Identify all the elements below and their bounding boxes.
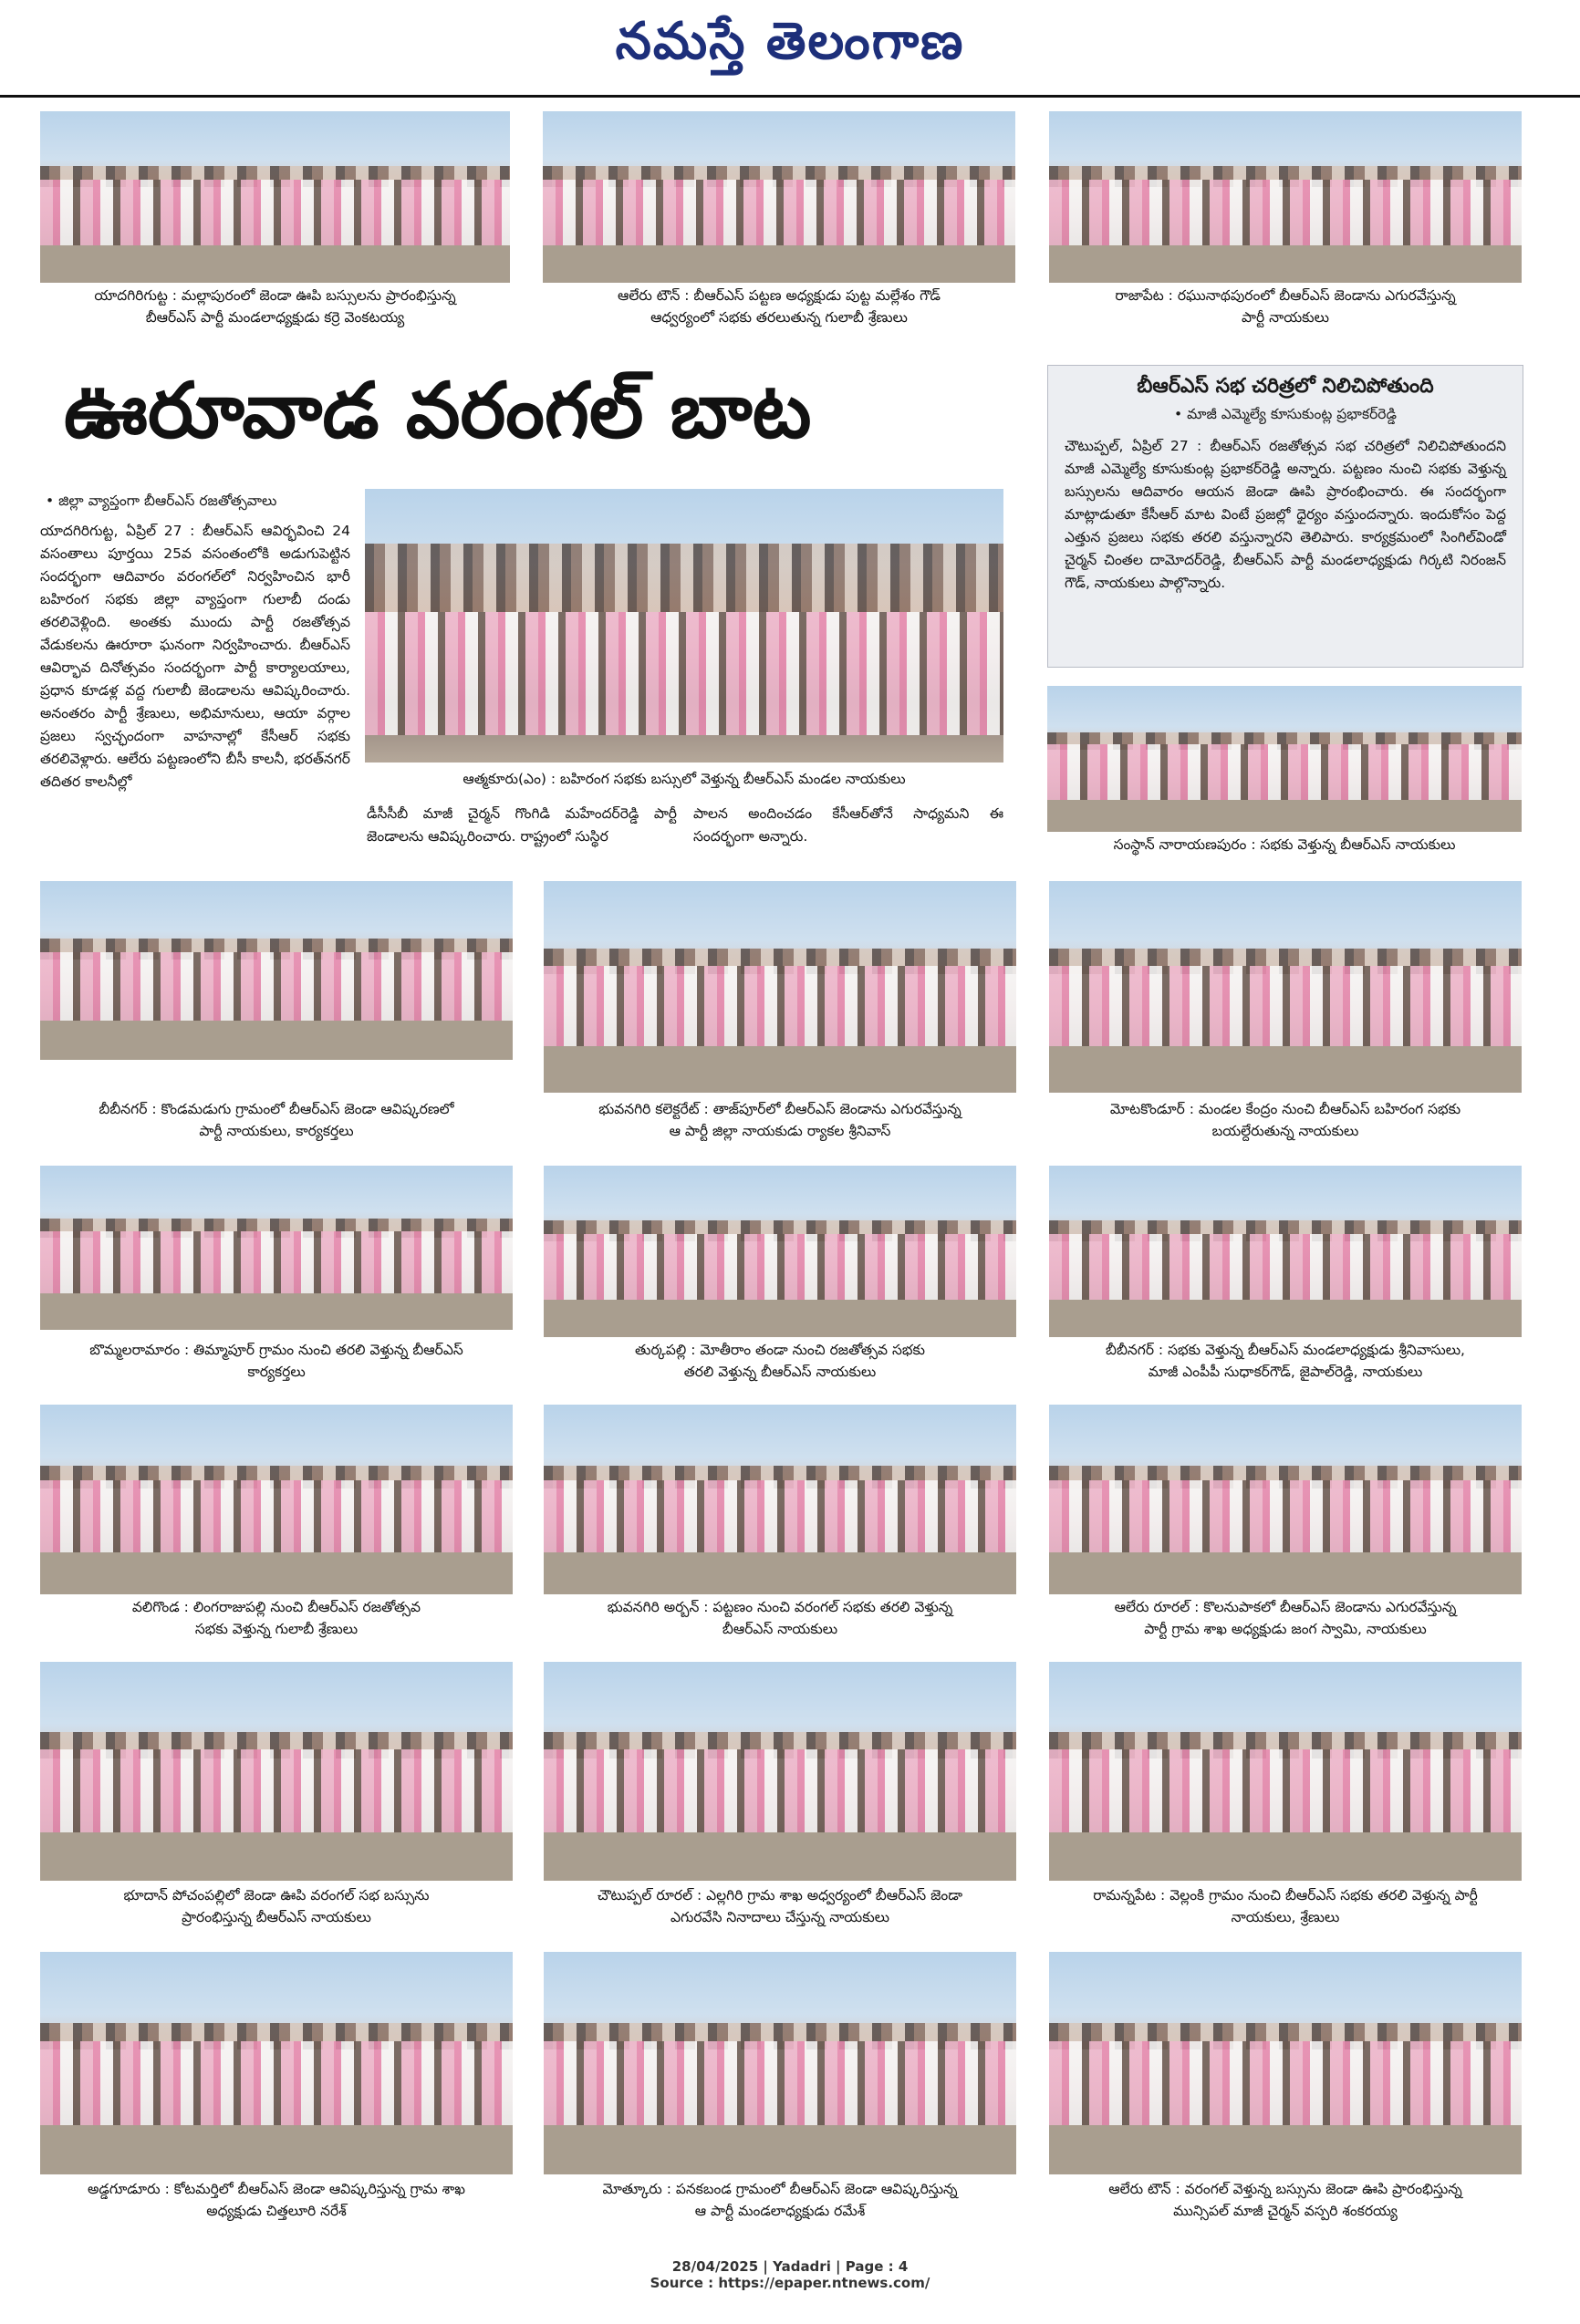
caption-aleru-town (534, 285, 1024, 328)
caption-ramannapeta (1040, 1884, 1531, 1928)
main-kicker: • జిల్లా వ్యాప్తంగా బీఆర్ఎస్ రజతోత్సవాలు (46, 493, 277, 509)
photo-motkur (544, 1952, 1016, 2174)
caption-line: భువనగిరి కలెక్టరేట్ : తాజ్‌పూర్‌లో బీఆర్ఎస్ జెండాను ఎగురవేస్తున్న (598, 1101, 962, 1117)
caption-line: మోత్కూరు : పనకబండ గ్రామంలో బీఆర్ఎస్ జెండా ఆవిష్కరిస్తున్న (602, 2181, 958, 2197)
masthead (0, 0, 1580, 91)
caption-addagudur (31, 2178, 522, 2222)
caption-line: పార్టీ నాయకులు (1242, 309, 1329, 326)
caption-line: అధ్యక్షుడు చిత్తలూరి నరేశ్ (206, 2203, 347, 2219)
photo-sansthan-narayanapuram (1047, 686, 1522, 832)
photo-bommalaramaram (40, 1166, 513, 1330)
sidebar-headline: బీఆర్ఎస్ సభ చరిత్రలో నిలిచిపోతుంది (1137, 375, 1434, 398)
caption-line: రామన్నపేట : వెల్లంకి గ్రామం నుంచి బీఆర్ఎస్ సభకు తరలి వెళ్తున్న పార్టీ (1093, 1887, 1478, 1904)
caption-line: మున్సిపల్ మాజీ చైర్మన్ వస్పరి శంకరయ్య (1173, 2203, 1398, 2219)
main-kicker-text: జిల్లా వ్యాప్తంగా బీఆర్ఎస్ రజతోత్సవాలు (58, 493, 277, 509)
photo-bibinagar-2 (1049, 1166, 1522, 1337)
sidebar-kicker: • మాజీ ఎమ్మెల్యే కూసుకుంట్ల ప్రభాకర్‌రెడ్డి (1174, 406, 1397, 422)
caption-line: కార్యకర్తలు (247, 1364, 306, 1380)
main-body-cont-1: డీసీసీబీ మాజీ చైర్మన్ గొంగిడి మహేందర్‌రెడ్డి పార్టీ జెండాలను ఆవిష్కరించారు. రాష్ట్రంలో సుస్థిర (367, 805, 677, 845)
footer-source: Source : https://epaper.ntnews.com/ (650, 2275, 930, 2291)
photo-motakondur (1049, 881, 1522, 1093)
caption-line: తరలి వెళ్తున్న బీఆర్ఎస్ నాయకులు (683, 1364, 877, 1380)
photo-turkapalli (544, 1166, 1016, 1337)
caption-bhuvanagiri-urban (535, 1596, 1025, 1640)
main-body: యాదగిరిగుట్ట, ఏప్రిల్ 27 : బీఆర్ఎస్ ఆవిర్భవించి 24 వసంతాలు పూర్తయి 25వ వసంతంలోకి అడుగుపెట్టిన సందర్భంగా ఆదివారం వరంగల్‌లో నిర్వహించిన భారీ బహిరంగ సభకు జిల్లా వ్యాప్తంగా గులాబీ దండు తరలివెళ్లింది. అంతకు ముందు పార్టీ రజతోత్సవ వేడుకలను ఊరూరా ఘనంగా నిర్వహించారు. బీఆర్ఎస్ ఆవిర్భావ దినోత్సవం సందర్భంగా పార్టీ కార్యాలయాలు, ప్రధాన కూడళ్ల వద్ద గులాబీ జెండాలను ఆవిష్కరించారు. అనంతరం పార్టీ శ్రేణులు, అభిమానులు, ఆయా వర్గాల ప్రజలు స్వచ్ఛందంగా వాహనాల్లో కేసీఆర్ సభకు తరలివెళ్లారు. ఆలేరు పట్టణంలోని బీసీ కాలనీ, భరత్‌నగర్ తదితర కాలనీల్లో (40, 523, 350, 790)
photo-aleru-rural (1049, 1405, 1522, 1594)
photo-choutuppal-rural (544, 1662, 1016, 1881)
photo-aleru-town-bus (1049, 1952, 1522, 2174)
caption-line: బీఆర్ఎస్ నాయకులు (722, 1621, 838, 1637)
caption-choutuppal-rural (535, 1884, 1025, 1928)
photo-aleru-town (543, 111, 1015, 283)
photo-rajapeta (1049, 111, 1522, 283)
caption-motakondur (1040, 1098, 1531, 1142)
main-body-cont-2: పాలన అందించడం కేసీఆర్‌తోనే సాధ్యమని ఈ సందర్భంగా అన్నారు. (693, 805, 1003, 845)
caption-line: యాదగిరిగుట్ట : మల్లాపురంలో జెండా ఊపి బస్సులను ప్రారంభిస్తున్న (94, 287, 456, 304)
photo-addagudur (40, 1952, 513, 2174)
sidebar-kicker-text: మాజీ ఎమ్మెల్యే కూసుకుంట్ల ప్రభాకర్‌రెడ్డి (1187, 406, 1397, 422)
photo-pochampally (40, 1662, 513, 1881)
caption-line: ప్రారంభిస్తున్న బీఆర్ఎస్ నాయకులు (182, 1909, 371, 1925)
footer-dateline: 28/04/2025 | Yadadri | Page : 4 (671, 2258, 909, 2275)
photo-atmakur-bus (365, 489, 1003, 763)
page-footer (0, 2258, 1580, 2291)
caption-rajapeta (1040, 285, 1531, 328)
caption-bhuvanagiri-collectorate (535, 1098, 1025, 1142)
photo-bhuvanagiri-urban (544, 1405, 1016, 1594)
caption-line: పార్టీ గ్రామ శాఖ అధ్యక్షుడు జంగ స్వామి, నాయకులు (1144, 1621, 1427, 1637)
caption-line: ఆలేరు టౌన్ : బీఆర్ఎస్ పట్టణ అధ్యక్షుడు పుట్ట మల్లేశం గౌడ్ (617, 287, 941, 304)
caption-line: ఆలేరు రూరల్ : కొలనుపాకలో బీఆర్ఎస్ జెండాను ఎగురవేస్తున్న (1114, 1599, 1457, 1615)
caption-line: బీబీనగర్ : కొండమడుగు గ్రామంలో బీఆర్ఎస్ జెండా ఆవిష్కరణలో (99, 1101, 454, 1117)
caption-line: మాజీ ఎంపీపీ సుధాకర్‌గౌడ్, జైపాల్‌రెడ్డి, నాయకులు (1148, 1364, 1423, 1380)
caption-bibinagar-2 (1040, 1339, 1531, 1383)
photo-bhuvanagiri-collectorate (544, 881, 1016, 1093)
caption-line: బొమ్మలరామారం : తిమ్మాపూర్ గ్రామం నుంచి తరలి వెళ్తున్న బీఆర్ఎస్ (89, 1342, 463, 1358)
caption-line: అడ్డగూడూరు : కోటమర్తిలో బీఆర్ఎస్ జెండా ఆవిష్కరిస్తున్న గ్రామ శాఖ (88, 2181, 465, 2197)
caption-aleru-town-bus (1040, 2178, 1531, 2222)
photo-bibinagar-kondamadugu (40, 881, 513, 1060)
caption-line: చౌటుప్పల్ రూరల్ : ఎల్లగిరి గ్రామ శాఖ అధ్వర్యంలో బీఆర్ఎస్ జెండా (597, 1887, 963, 1904)
caption-line: మోటకొండూర్ : మండల కేంద్రం నుంచి బీఆర్ఎస్ బహిరంగ సభకు (1109, 1101, 1461, 1117)
caption-line: భూదాన్ పోచంపల్లిలో జెండా ఊపి వరంగల్ సభ బస్సును (123, 1887, 430, 1904)
caption-line: తుర్కపల్లి : మోతీరాం తండా నుంచి రజతోత్సవ సభకు (635, 1342, 925, 1358)
caption-line: పార్టీ నాయకులు, కార్యకర్తలు (199, 1123, 354, 1139)
caption-line: వలిగొండ : లింగరాజుపల్లి నుంచి బీఆర్ఎస్ రజతోత్సవ (131, 1599, 421, 1615)
caption-line: సభకు వెళ్తున్న గులాబీ శ్రేణులు (194, 1621, 359, 1637)
caption-line: ఎగురవేసి నినాదాలు చేస్తున్న నాయకులు (670, 1909, 890, 1925)
sidebar-body: చౌటుప్పల్, ఏప్రిల్ 27 : బీఆర్ఎస్ రజతోత్సవ సభ చరిత్రలో నిలిచిపోతుందని మాజీ ఎమ్మెల్యే కూసుకుంట్ల ప్రభాకర్‌రెడ్డి అన్నారు. పట్టణం నుంచి సభకు వెళ్తున్న బస్సులను ఆదివారం ఆయన జెండా ఊపి ప్రారంభించారు. ఈ సందర్భంగా మాట్లాడుతూ కేసీఆర్ మాట వింటే ప్రజల్లో ధైర్యం వస్తుందన్నారు. ఇందుకోసం పెద్ద ఎత్తున ప్రజలు సభకు తరలి వస్తున్నారని తెలిపారు. కార్యక్రమంలో సింగిల్‌విండో చైర్మన్ చింతల దామోదర్‌రెడ్డి, బీఆర్ఎస్ పార్టీ మండలాధ్యక్షుడు గిర్కటి నిరంజన్ గౌడ్, నాయకులు పాల్గొన్నారు. (1065, 438, 1506, 591)
caption-pochampally (31, 1884, 522, 1928)
caption-line: ఆ పార్టీ మండలాధ్యక్షుడు రమేశ్ (694, 2203, 866, 2219)
caption-turkapalli (535, 1339, 1025, 1383)
caption-line: ఆ పార్టీ జిల్లా నాయకుడు ర్యాకల శ్రీనివాస్ (669, 1123, 891, 1139)
caption-line: భువనగిరి అర్బన్ : పట్టణం నుంచి వరంగల్ సభకు తరలి వెళ్తున్న (607, 1599, 953, 1615)
caption-valigonda (31, 1596, 522, 1640)
caption-motkur (535, 2178, 1025, 2222)
sidebar-story (1047, 365, 1523, 668)
masthead-rule (0, 95, 1580, 98)
caption-sansthan: సంస్థాన్ నారాయణపురం : సభకు వెళ్తున్న బీఆర్ఎస్ నాయకులు (1113, 836, 1456, 853)
newspaper-title: నమస్తే తెలంగాణ (615, 11, 965, 71)
caption-bibinagar-1 (31, 1098, 522, 1142)
caption-aleru-rural (1040, 1596, 1531, 1640)
caption-bommalaramaram (31, 1339, 522, 1383)
caption-line: నాయకులు, శ్రేణులు (1231, 1909, 1340, 1925)
caption-line: బీబీనగర్ : సభకు వెళ్తున్న బీఆర్ఎస్ మండలాధ్యక్షుడు శ్రీనివాసులు, (1106, 1342, 1465, 1358)
caption-line: రాజాపేట : రఘునాథపురంలో బీఆర్ఎస్ జెండాను ఎగురవేస్తున్న (1115, 287, 1456, 304)
caption-atmakur: ఆత్మకూరు(ఎం) : బహిరంగ సభకు బస్సులో వెళ్తున్న బీఆర్ఎస్ మండల నాయకులు (463, 771, 906, 787)
caption-line: బీఆర్ఎస్ పార్టీ మండలాధ్యక్షుడు కర్రె వెంకటయ్య (145, 309, 405, 326)
caption-yadagirigutta (31, 285, 519, 328)
caption-line: ఆధ్వర్యంలో సభకు తరలుతున్న గులాబీ శ్రేణులు (650, 309, 908, 326)
main-headline: ఊరూవాడ వరంగల్ బాట (64, 366, 812, 455)
photo-yadagirigutta (40, 111, 510, 283)
caption-line: ఆలేరు టౌన్ : వరంగల్ వెళ్తున్న బస్సును జెండా ఊపి ప్రారంభిస్తున్న (1108, 2181, 1462, 2197)
caption-line: బయల్దేరుతున్న నాయకులు (1211, 1123, 1359, 1139)
photo-valigonda (40, 1405, 513, 1594)
photo-ramannapeta (1049, 1662, 1522, 1881)
